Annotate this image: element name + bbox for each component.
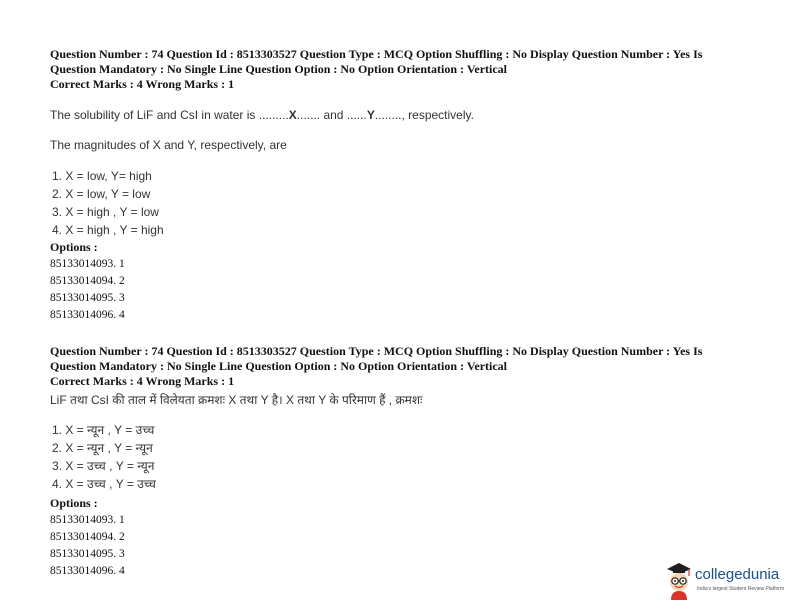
question-1-header (50, 47, 750, 92)
question-2-option-id-4: 85133014096. 4 (50, 565, 125, 577)
question-1-option-id-1: 85133014093. 1 (50, 258, 125, 270)
logo-tagline: India's largest Student Review Platform (697, 586, 785, 592)
question-1-option-id-3: 85133014095. 3 (50, 292, 125, 304)
question-1-choice-4: 4. X = high , Y = high (52, 223, 164, 237)
question-2-choice-1: 1. X = न्यून , Y = उच्च (52, 423, 155, 437)
mascot-icon (664, 560, 694, 600)
logo-name: collegedunia (695, 566, 780, 583)
question-1-choices (52, 167, 164, 239)
question-2-choice-2: 2. X = न्यून , Y = न्यून (52, 441, 153, 455)
question-1-header-line-3: Correct Marks : 4 Wrong Marks : 1 (50, 77, 235, 91)
question-2-option-id-3: 85133014095. 3 (50, 548, 125, 560)
question-1-blank-x: X (288, 108, 297, 122)
question-1-choice-1: 1. X = low, Y= high (52, 169, 152, 183)
question-2-header-line-3: Correct Marks : 4 Wrong Marks : 1 (50, 374, 235, 388)
question-1-stem-part-3: ........, respectively. (374, 108, 474, 122)
question-2-header-line-2: Question Mandatory : No Single Line Question Option : No Option Orientation : Vertical (50, 359, 508, 373)
question-1-choice-2: 2. X = low, Y = low (52, 187, 151, 201)
question-2-header-line-1: Question Number : 74 Question Id : 8513303527 Question Type : MCQ Option Shuffling : No Display Question Number : Yes Is (50, 344, 703, 358)
question-1-option-id-4: 85133014096. 4 (50, 309, 125, 321)
question-2-stem: LiF तथा CsI की ताल में विलेयता क्रमशः X तथा Y है। X तथा Y के परिमाण हैं , क्रमशः (50, 393, 423, 407)
question-1-header-line-2: Question Mandatory : No Single Line Question Option : No Option Orientation : Vertical (50, 62, 508, 76)
question-1-options-label: Options : (50, 240, 98, 254)
question-1-stem-part-1: The solubility of LiF and CsI in water is ......... (50, 108, 289, 122)
question-2-choice-4: 4. X = उच्च , Y = उच्च (52, 477, 156, 491)
question-2-header (50, 344, 750, 389)
question-1-stem (50, 108, 474, 122)
question-2-option-id-1: 85133014093. 1 (50, 514, 125, 526)
question-1-choice-3: 3. X = high , Y = low (52, 205, 159, 219)
question-2-choices (52, 421, 156, 493)
question-2-options-label: Options : (50, 496, 98, 510)
question-1-stem-part-2: ....... and ...... (296, 108, 367, 122)
collegedunia-logo (664, 560, 788, 604)
question-1-option-id-2: 85133014094. 2 (50, 275, 125, 287)
question-1-stem-line-2: The magnitudes of X and Y, respectively, are (50, 138, 287, 152)
question-1-blank-y: Y (366, 108, 375, 122)
question-2-choice-3: 3. X = उच्च , Y = न्यून (52, 459, 155, 473)
question-2-option-ids (50, 512, 125, 580)
question-1-header-line-1: Question Number : 74 Question Id : 8513303527 Question Type : MCQ Option Shuffling : No Display Question Number : Yes Is (50, 47, 703, 61)
question-2-option-id-2: 85133014094. 2 (50, 531, 125, 543)
question-1-option-ids (50, 256, 125, 324)
